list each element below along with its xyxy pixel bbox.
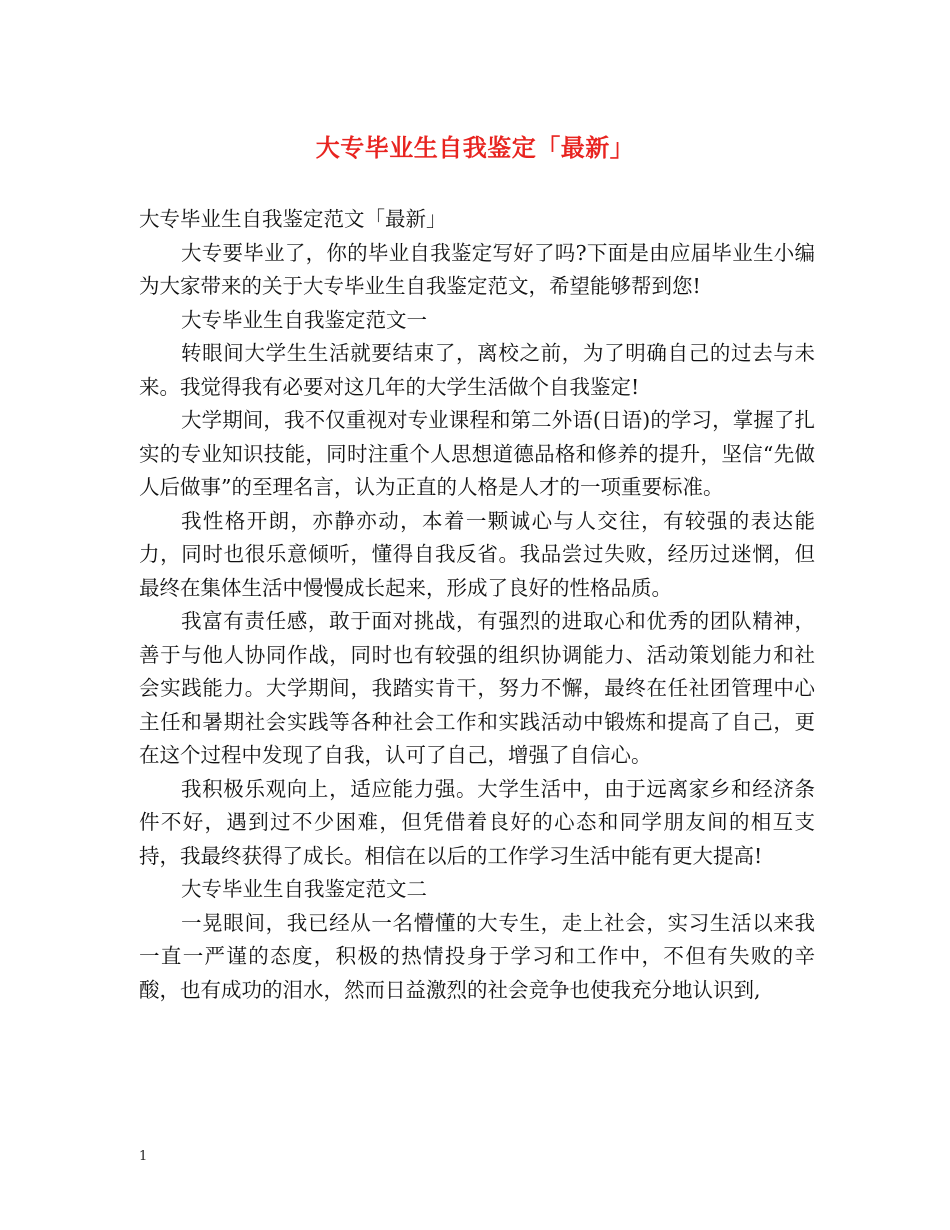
paragraph: 转眼间大学生生活就要结束了，离校之前，为了明确自己的过去与未来。我觉得我有必要对这几年的大学生活做个自我鉴定! <box>139 341 815 399</box>
paragraph: 大专毕业生自我鉴定范文「最新」 <box>139 207 447 231</box>
document-title: 大专毕业生自我鉴定「最新」 <box>315 133 635 162</box>
paragraph: 大学期间，我不仅重视对专业课程和第二外语(日语)的学习，掌握了扎实的专业知识技能，同时注重个人思想道德品格和修养的提升，坚信“先做人后做事”的至理名言，认为正直的人格是人才的一项重要标准。 <box>139 408 815 499</box>
paragraph: 我性格开朗，亦静亦动，本着一颗诚心与人交往，有较强的表达能力，同时也很乐意倾听，懂得自我反省。我品尝过失败，经历过迷惘，但最终在集体生活中慢慢成长起来，形成了良好的性格品质。 <box>139 508 815 600</box>
document-body <box>139 203 815 1007</box>
paragraph: 我富有责任感，敢于面对挑战，有强烈的进取心和优秀的团队精神，善于与他人协同作战，同时也有较强的组织协调能力、活动策划能力和社会实践能力。大学期间，我踏实肯干，努力不懈，最终在任社团管理中心主任和暑期社会实践等各种社会工作和实践活动中锻炼和提高了自己，更在这个过程中发现了自我，认可了自己，增强了自信心。 <box>139 609 815 767</box>
paragraph: 大专毕业生自我鉴定范文一 <box>181 307 427 332</box>
page-number: 1 <box>139 1149 148 1164</box>
paragraph: 一晃眼间，我已经从一名懵懂的大专生，走上社会，实习生活以来我一直一严谨的态度，积极的热情投身于学习和工作中，不但有失败的辛酸，也有成功的泪水，然而日益激烈的社会竞争也使我充分地认识到, <box>139 910 815 1002</box>
paragraph: 大专毕业生自我鉴定范文二 <box>181 877 427 901</box>
paragraph: 我积极乐观向上，适应能力强。大学生活中，由于远离家乡和经济条件不好，遇到过不少困难，但凭借着良好的心态和同学朋友间的相互支持，我最终获得了成长。相信在以后的工作学习生活中能有更大提高! <box>139 776 815 868</box>
paragraph: 大专要毕业了，你的毕业自我鉴定写好了吗?下面是由应届毕业生小编为大家带来的关于大专毕业生自我鉴定范文，希望能够帮到您! <box>139 240 815 298</box>
